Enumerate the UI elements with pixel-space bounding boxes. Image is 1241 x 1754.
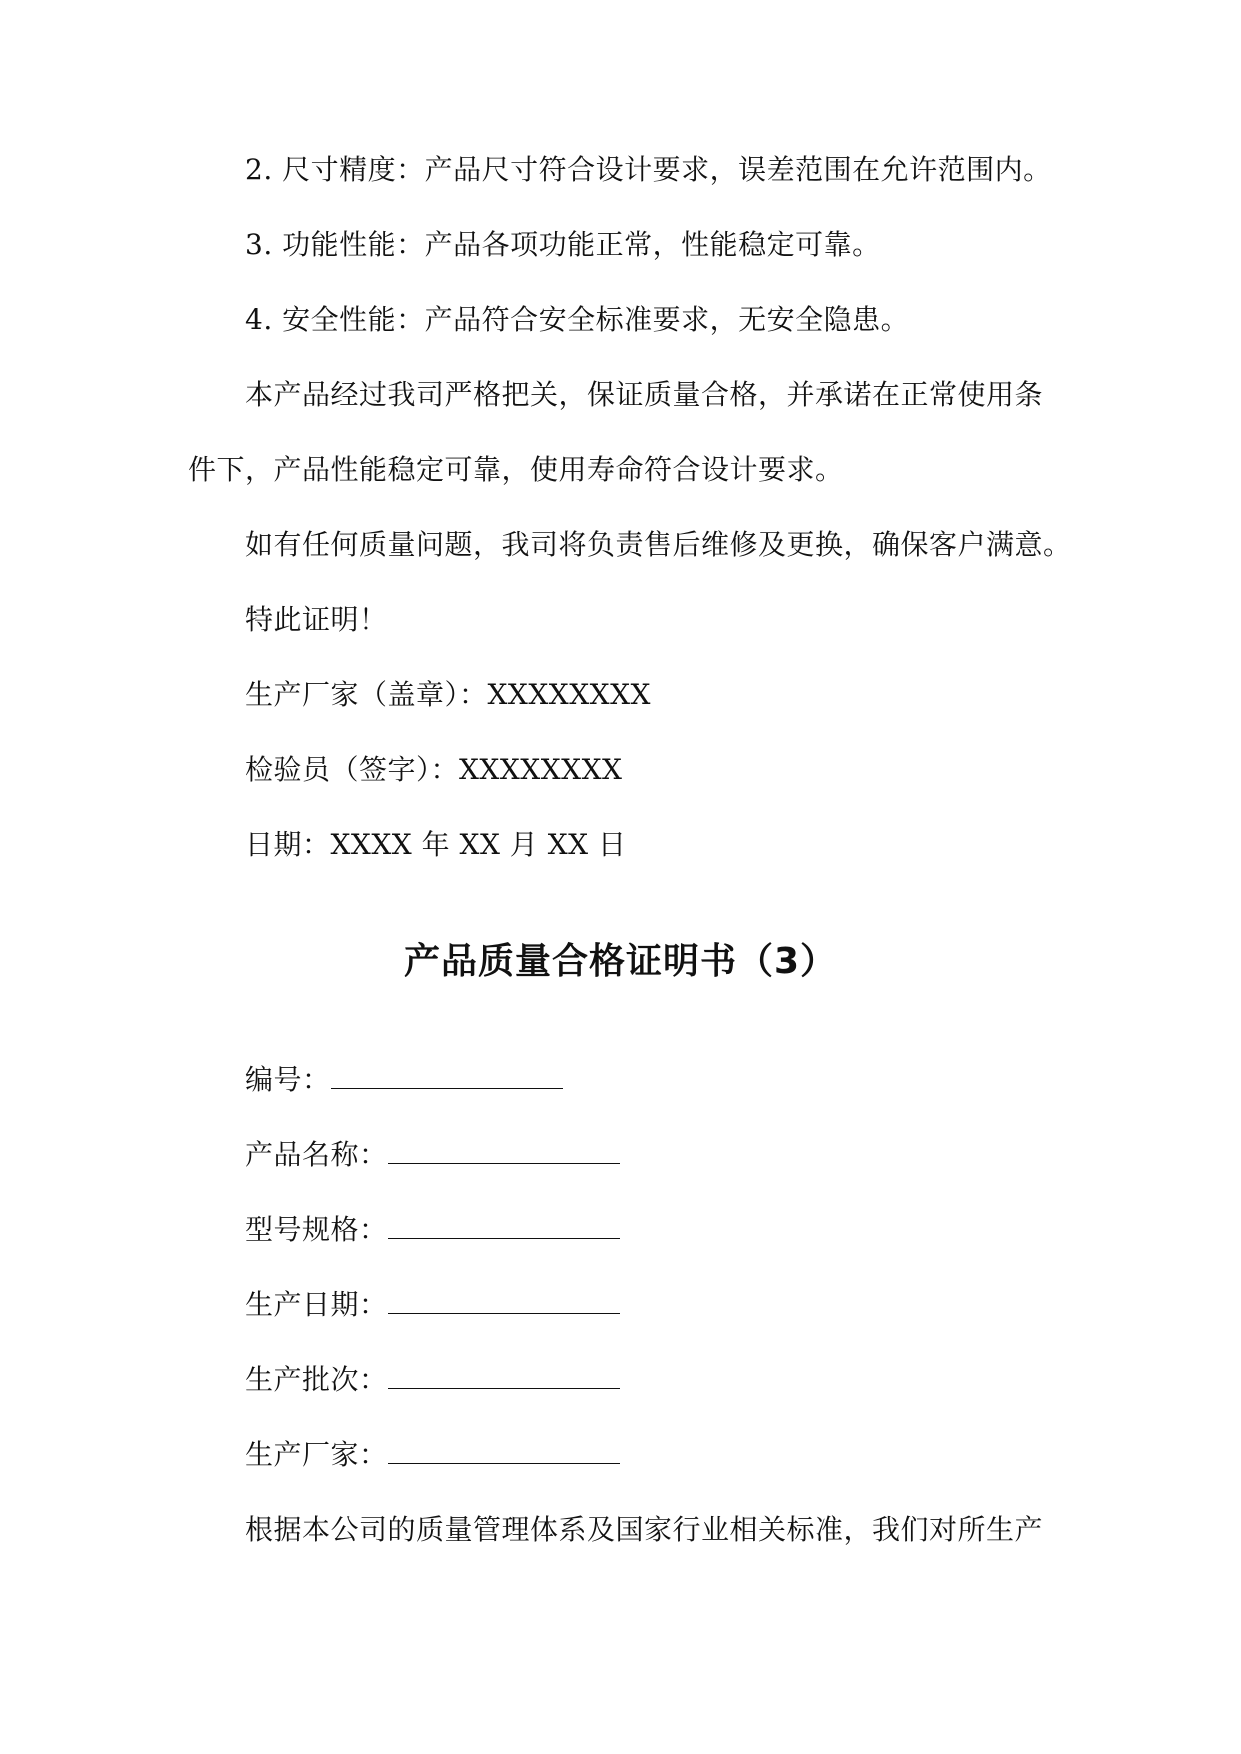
form-model-blank	[388, 1212, 620, 1239]
form-batch-blank	[388, 1362, 620, 1389]
form-number-row	[245, 1062, 563, 1098]
form-production-date-blank	[388, 1287, 620, 1314]
form-number-label: 编号：	[245, 1063, 331, 1096]
quality-system-paragraph: 根据本公司的质量管理体系及国家行业相关标准，我们对所生产	[245, 1513, 1044, 1546]
form-number-blank	[331, 1062, 563, 1089]
section-title: 产品质量合格证明书（3）	[403, 941, 838, 982]
form-batch-row	[245, 1362, 620, 1398]
quality-item-dimension: 2. 尺寸精度：产品尺寸符合设计要求，误差范围在允许范围内。	[245, 153, 1052, 186]
after-sales-paragraph: 如有任何质量问题，我司将负责售后维修及更换，确保客户满意。	[245, 528, 1072, 561]
form-product-name-blank	[388, 1137, 620, 1164]
guarantee-paragraph-line-1: 本产品经过我司严格把关，保证质量合格，并承诺在正常使用条	[245, 378, 1044, 411]
form-manufacturer-blank	[388, 1437, 620, 1464]
form-production-date-label: 生产日期：	[245, 1288, 388, 1321]
quality-item-function: 3. 功能性能：产品各项功能正常，性能稳定可靠。	[245, 228, 881, 261]
form-product-name-row	[245, 1137, 620, 1173]
form-manufacturer-label: 生产厂家：	[245, 1438, 388, 1471]
form-manufacturer-row	[245, 1437, 620, 1473]
quality-item-safety: 4. 安全性能：产品符合安全标准要求，无安全隐患。	[245, 303, 910, 336]
guarantee-paragraph-line-2: 件下，产品性能稳定可靠，使用寿命符合设计要求。	[188, 453, 844, 486]
form-production-date-row	[245, 1287, 620, 1323]
form-batch-label: 生产批次：	[245, 1363, 388, 1396]
form-model-label: 型号规格：	[245, 1213, 388, 1246]
closing-statement: 特此证明！	[245, 603, 388, 636]
date-line: 日期：XXXX 年 XX 月 XX 日	[245, 828, 627, 861]
form-product-name-label: 产品名称：	[245, 1138, 388, 1171]
manufacturer-seal-line: 生产厂家（盖章）：XXXXXXXX	[245, 678, 651, 711]
form-model-row	[245, 1212, 620, 1248]
inspector-signature-line: 检验员（签字）：XXXXXXXX	[245, 753, 623, 786]
